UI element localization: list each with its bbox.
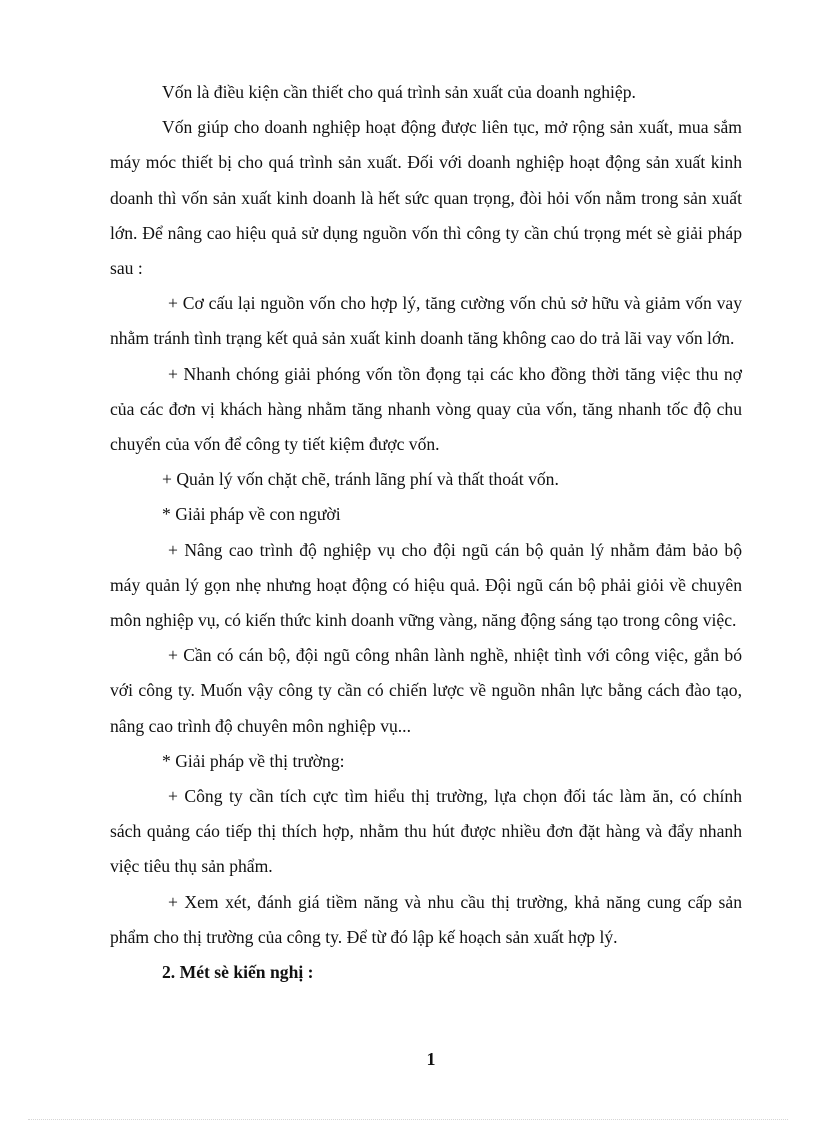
paragraph-improve-staff: + Nâng cao trình độ nghiệp vụ cho đội ngũ cán bộ quản lý nhằm đảm bảo bộ máy quản lý gọn nhẹ nhưng hoạt động có hiệu quả. Đội ngũ cán bộ phải giỏi về chuyên môn nghiệp vụ, có kiến thức kinh doanh vững vàng, năng động sáng tạo trong công việc.	[110, 539, 742, 631]
page-bottom-divider	[28, 1119, 788, 1120]
paragraph-skilled-workers: + Cần có cán bộ, đội ngũ công nhân lành nghề, nhiệt tình với công việc, gắn bó với công ty. Muốn vậy công ty cần có chiến lược về nguồn nhân lực bằng cách đào tạo, nâng cao trình độ chuyên môn nghiệp vụ...	[110, 645, 742, 736]
paragraph-capital-necessity: Vốn là điều kiện cần thiết cho quá trình sản xuất của doanh nghiệp.	[162, 82, 636, 102]
paragraph-capital-importance: Vốn giúp cho doanh nghiệp hoạt động được liên tục, mở rộng sản xuất, mua sắm máy móc thiết bị cho quá trình sản xuất. Đối với doanh nghiệp hoạt động sản xuất kinh doanh thì vốn sản xuất kinh doanh là hết sức quan trọng, đòi hỏi vốn nằm trong sản xuất lớn. Để nâng cao hiệu quả sử dụng nguồn vốn thì công ty cần chú trọng mét sè giải pháp sau :	[110, 117, 742, 279]
section-heading-recommendations: 2. Mét sè kiến nghị :	[162, 962, 314, 983]
page-number: 1	[426, 1049, 436, 1069]
body-text	[110, 75, 742, 990]
paragraph-release-capital: + Nhanh chóng giải phóng vốn tồn đọng tại các kho đồng thời tăng việc thu nợ của các đơn vị khách hàng nhằm tăng nhanh vòng quay của vốn, tăng nhanh tốc độ chu chuyển của vốn để công ty tiết kiệm được vốn.	[110, 363, 742, 455]
paragraph-market-potential: + Xem xét, đánh giá tiềm năng và nhu cầu thị trường, khả năng cung cấp sản phẩm cho thị trường của công ty. Để từ đó lập kế hoạch sản xuất hợp lý.	[110, 891, 742, 947]
paragraph-people-solution: * Giải pháp về con người	[162, 504, 341, 525]
paragraph-market-solution: * Giải pháp về thị trường:	[162, 750, 345, 771]
paragraph-market-research: + Công ty cần tích cực tìm hiểu thị trường, lựa chọn đối tác làm ăn, có chính sách quảng cáo tiếp thị thích hợp, nhằm thu hút được nhiều đơn đặt hàng và đẩy nhanh việc tiêu thụ sản phẩm.	[110, 786, 742, 877]
paragraph-manage-capital: + Quản lý vốn chặt chẽ, tránh lãng phí và thất thoát vốn.	[162, 469, 559, 490]
paragraph-restructure-capital: + Cơ cấu lại nguồn vốn cho hợp lý, tăng cường vốn chủ sở hữu và giảm vốn vay nhằm tránh tình trạng kết quả sản xuất kinh doanh tăng không cao do trả lãi vay vốn lớn.	[110, 293, 742, 349]
